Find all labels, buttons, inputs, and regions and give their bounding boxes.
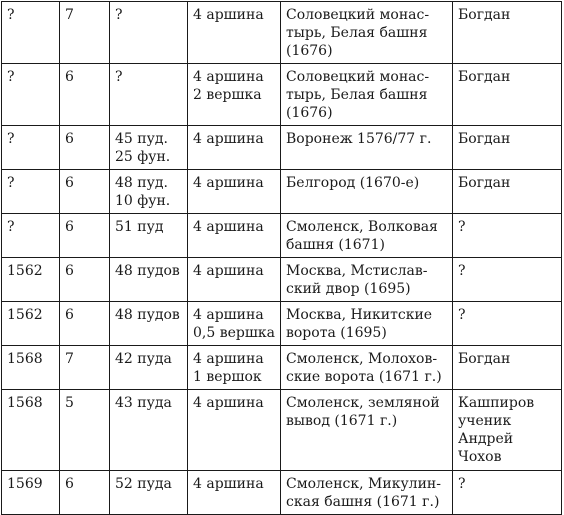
cell-master: ?: [453, 471, 562, 515]
cell-location: Смоленск, Молохов- ские ворота (1671 г.): [281, 346, 453, 390]
cell-year: ?: [2, 64, 60, 126]
cell-weight: 52 пуда: [110, 471, 188, 515]
cell-weight: 48 пуд. 10 фун.: [110, 170, 188, 214]
cell-master: ?: [453, 214, 562, 258]
cell-location: Соловецкий монас- тырь, Белая башня (1676): [281, 2, 453, 64]
cell-location: Белгород (1670-е): [281, 170, 453, 214]
table-row: [2, 258, 562, 302]
cell-length: 4 аршина: [188, 2, 281, 64]
cell-year: ?: [2, 214, 60, 258]
cell-location: Москва, Никитские ворота (1695): [281, 302, 453, 346]
cell-master: Богдан: [453, 2, 562, 64]
cell-length: 4 аршина: [188, 126, 281, 170]
cell-length: 4 аршина: [188, 471, 281, 515]
cell-number: 7: [60, 346, 110, 390]
cell-year: 1569: [2, 471, 60, 515]
cell-length: 4 аршина: [188, 390, 281, 471]
cell-year: 1562: [2, 302, 60, 346]
cell-length: 4 аршина 2 вершка: [188, 64, 281, 126]
cell-length: 4 аршина: [188, 258, 281, 302]
cell-number: 6: [60, 64, 110, 126]
cell-weight: ?: [110, 64, 188, 126]
cell-weight: 48 пудов: [110, 302, 188, 346]
table-row: [2, 390, 562, 471]
table-row: [2, 170, 562, 214]
cell-weight: ?: [110, 2, 188, 64]
cell-number: 6: [60, 214, 110, 258]
cell-length: 4 аршина 0,5 вершка: [188, 302, 281, 346]
cell-weight: 48 пудов: [110, 258, 188, 302]
cell-weight: 42 пуда: [110, 346, 188, 390]
cell-master: Богдан: [453, 126, 562, 170]
table-row: [2, 302, 562, 346]
cell-year: ?: [2, 170, 60, 214]
cell-master: Богдан: [453, 64, 562, 126]
table-row: [2, 214, 562, 258]
cell-location: Смоленск, Волковая башня (1671): [281, 214, 453, 258]
cell-year: 1568: [2, 390, 60, 471]
cell-location: Смоленск, Микулин- ская башня (1671 г.): [281, 471, 453, 515]
cell-master: ?: [453, 258, 562, 302]
cell-weight: 43 пуда: [110, 390, 188, 471]
cell-master: Богдан: [453, 170, 562, 214]
cell-location: Смоленск, земляной вывод (1671 г.): [281, 390, 453, 471]
cell-year: 1562: [2, 258, 60, 302]
cell-length: 4 аршина 1 вершок: [188, 346, 281, 390]
cell-number: 6: [60, 302, 110, 346]
cell-number: 6: [60, 170, 110, 214]
cell-length: 4 аршина: [188, 170, 281, 214]
table-row: [2, 346, 562, 390]
cell-number: 7: [60, 2, 110, 64]
cell-length: 4 аршина: [188, 214, 281, 258]
table-row: [2, 64, 562, 126]
cell-number: 6: [60, 126, 110, 170]
cell-year: 1568: [2, 346, 60, 390]
cell-location: Воронеж 1576/77 г.: [281, 126, 453, 170]
cannon-table: [1, 1, 562, 515]
cell-master: Кашпиров ученик Андрей Чохов: [453, 390, 562, 471]
table-row: [2, 2, 562, 64]
cell-weight: 45 пуд. 25 фун.: [110, 126, 188, 170]
cell-master: Богдан: [453, 346, 562, 390]
cell-number: 6: [60, 258, 110, 302]
table-row: [2, 471, 562, 515]
table-row: [2, 126, 562, 170]
cell-weight: 51 пуд: [110, 214, 188, 258]
cell-year: ?: [2, 2, 60, 64]
cell-master: ?: [453, 302, 562, 346]
cell-number: 5: [60, 390, 110, 471]
cell-location: Москва, Мстислав- ский двор (1695): [281, 258, 453, 302]
cell-location: Соловецкий монас- тырь, Белая башня (1676): [281, 64, 453, 126]
cell-year: ?: [2, 126, 60, 170]
cell-number: 6: [60, 471, 110, 515]
